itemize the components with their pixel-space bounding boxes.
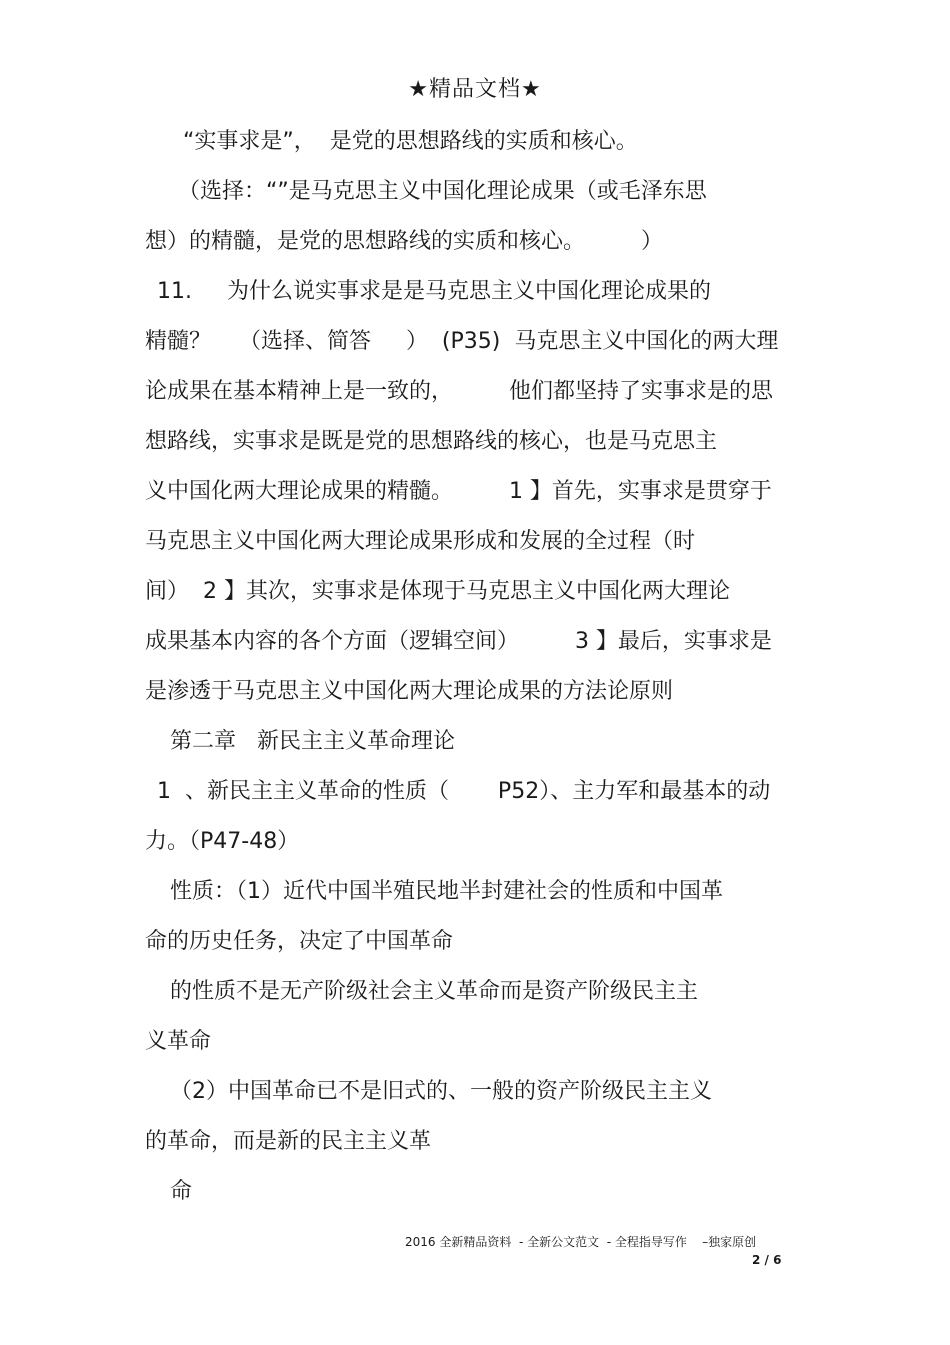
text-line: 马克思主义中国化两大理论成果形成和发展的全过程（时 bbox=[145, 529, 696, 554]
text-line: 想路线，实事求是既是党的思想路线的核心，也是马克思主 bbox=[145, 429, 718, 454]
text-line: 命的历史任务，决定了中国革命 bbox=[145, 929, 454, 954]
text-line: 是渗透于马克思主义中国化两大理论成果的方法论原则 bbox=[145, 679, 674, 704]
text-line: 间） 2 】其次，实事求是体现于马克思主义中国化两大理论 bbox=[145, 579, 730, 604]
text-line: 想）的精髓，是党的思想路线的实质和核心。 ） bbox=[145, 229, 663, 254]
text-line: 义革命 bbox=[145, 1029, 212, 1054]
page-header-title: ★精品文档★ bbox=[408, 77, 542, 102]
text-line: 力。（P47-48） bbox=[145, 829, 300, 854]
text-line: 1 、新民主主义革命的性质（ P52）、主力军和最基本的动 bbox=[157, 779, 771, 804]
text-line: “实事求是”， 是党的思想路线的实质和核心。 bbox=[183, 129, 638, 154]
text-line: 性质：（1）近代中国半殖民地半封建社会的性质和中国革 bbox=[170, 879, 723, 904]
text-line: 义中国化两大理论成果的精髓。 1 】首先，实事求是贯穿于 bbox=[145, 479, 772, 504]
text-line: 成果基本内容的各个方面（逻辑空间） 3 】最后，实事求是 bbox=[145, 629, 772, 654]
text-line: 命 bbox=[170, 1179, 193, 1204]
text-line: 11. 为什么说实事求是是马克思主义中国化理论成果的 bbox=[157, 279, 711, 304]
chapter-heading: 第二章 新民主主义革命理论 bbox=[170, 729, 455, 754]
text-line: 的革命，而是新的民主主义革 bbox=[145, 1129, 432, 1154]
text-line: （2）中国革命已不是旧式的、一般的资产阶级民主主义 bbox=[170, 1079, 712, 1104]
page-number: 2 / 6 bbox=[752, 1253, 782, 1267]
page-footer-text: 2016 全新精品资料 - 全新公文范文 - 全程指导写作 –独家原创 bbox=[405, 1235, 757, 1249]
text-line: 论成果在基本精神上是一致的， 他们都坚持了实事求是的思 bbox=[145, 379, 773, 404]
text-line: （选择：“”是马克思主义中国化理论成果（或毛泽东思 bbox=[178, 179, 707, 204]
text-line: 的性质不是无产阶级社会主义革命而是资产阶级民主主 bbox=[170, 979, 699, 1004]
text-line: 精髓？ （选择、简答 ） (P35) 马克思主义中国化的两大理 bbox=[145, 329, 779, 354]
